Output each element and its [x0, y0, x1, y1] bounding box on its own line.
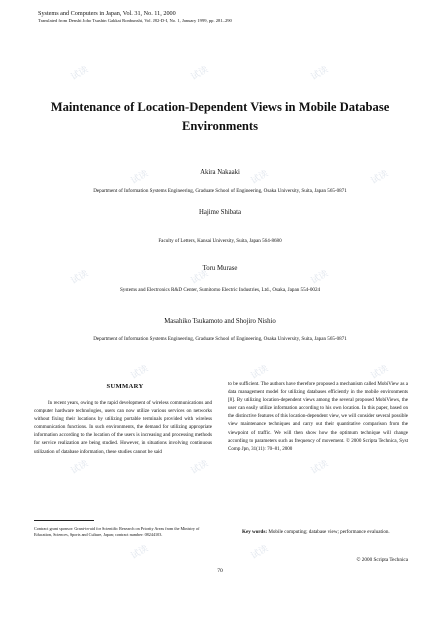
- footnote: Contract grant sponsor: Grant-in-aid for Scientific Research on Priority Areas from the Ministry of Education, Sciences, Sports and Culture, Japan; contract number: 08244103.: [34, 526, 200, 537]
- watermark: 试读: [129, 363, 151, 382]
- watermark: 试读: [249, 543, 271, 562]
- keywords-label: Key words:: [242, 529, 268, 535]
- watermark: 试读: [309, 64, 331, 83]
- title-line-1: Maintenance of Location-Dependent Views in Mobile Database: [50, 100, 390, 114]
- watermark: 试读: [189, 64, 211, 83]
- watermark: 试读: [249, 363, 271, 382]
- watermark: 试读: [309, 268, 331, 287]
- watermark: 试读: [69, 458, 91, 477]
- author-affiliation: Department of Information Systems Engineering, Graduate School of Engineering, Osaka University, Suita, Japan 565-0871: [93, 336, 347, 342]
- author-affiliation: Department of Information Systems Engineering, Graduate School of Engineering, Osaka University, Suita, Japan 565-0871: [93, 188, 347, 194]
- journal-citation: Systems and Computers in Japan, Vol. 31, No. 11, 2000: [38, 10, 176, 17]
- keywords-text: Mobile computing; database view; performance evaluation.: [267, 529, 390, 535]
- footnote-rule: [34, 520, 94, 521]
- watermark: 试读: [309, 458, 331, 477]
- paper-title: [30, 98, 410, 136]
- watermark: 试读: [129, 168, 151, 187]
- page-number: 70: [217, 568, 223, 574]
- title-line-2: Environments: [181, 119, 259, 133]
- keywords: [228, 528, 408, 536]
- watermark: 试读: [129, 543, 151, 562]
- watermark: 试读: [69, 64, 91, 83]
- author-name: Toru Murase: [202, 265, 238, 272]
- author-name: Masahiko Tsukamoto and Shojiro Nishio: [164, 318, 276, 325]
- summary-text-left: In recent years, owing to the rapid development of wireless communications and computer hardware technologies, users can now utilize various services on networks without fixing their locations by utilizing portable terminals provided with wireless communication functions. In such environments, the demand for utilizing appropriate information according to the location of the users is increasing and processing methods for service realization are being studied. However, in situations involving continuous utilization of database information, these studies cannot be said: [34, 400, 212, 455]
- author-affiliation: Systems and Electronics R&D Center, Sumitomo Electric Industries, Ltd., Osaka, Japan 554-0024: [119, 287, 321, 293]
- author-name: Hajime Shibata: [198, 209, 242, 216]
- watermark: 试读: [369, 363, 391, 382]
- watermark: 试读: [189, 458, 211, 477]
- watermark: 试读: [369, 168, 391, 187]
- summary-heading: SUMMARY: [106, 383, 144, 390]
- summary-text-right: to be sufficient. The authors have therefore proposed a mechanism called MobiView as a data management model for utilizing databases efficiently in the mobile environments [8]. By utilizing location-dependent views among the several proposed MobiViews, the user can easily utilize information according to his own location. In this paper, based on the distinctive features of this location-dependent view, we will consider several possible view maintenance techniques and carry out their quantitative comparison from the viewpoint of traffic. We will then show how the optimum technique will change according to parameters such as frequency of movement. © 2000 Scripta Technica, Syst Comp Jpn, 31(11): 70–81, 2000: [228, 381, 408, 452]
- copyright: © 2000 Scripta Technica: [356, 557, 408, 563]
- journal-header: [38, 10, 408, 24]
- watermark: 试读: [249, 168, 271, 187]
- author-affiliation: Faculty of Letters, Kansai University, Suita, Japan 564-8680: [158, 238, 282, 244]
- translation-note: Translated from Denshi Joho Tsushin Gakkai Ronbunshi, Vol. J82-D-I, No. 1, January 1999, pp. 281–290: [38, 18, 232, 23]
- watermark: 试读: [69, 268, 91, 287]
- author-name: Akira Nakaaki: [200, 169, 240, 176]
- watermark: 试读: [189, 268, 211, 287]
